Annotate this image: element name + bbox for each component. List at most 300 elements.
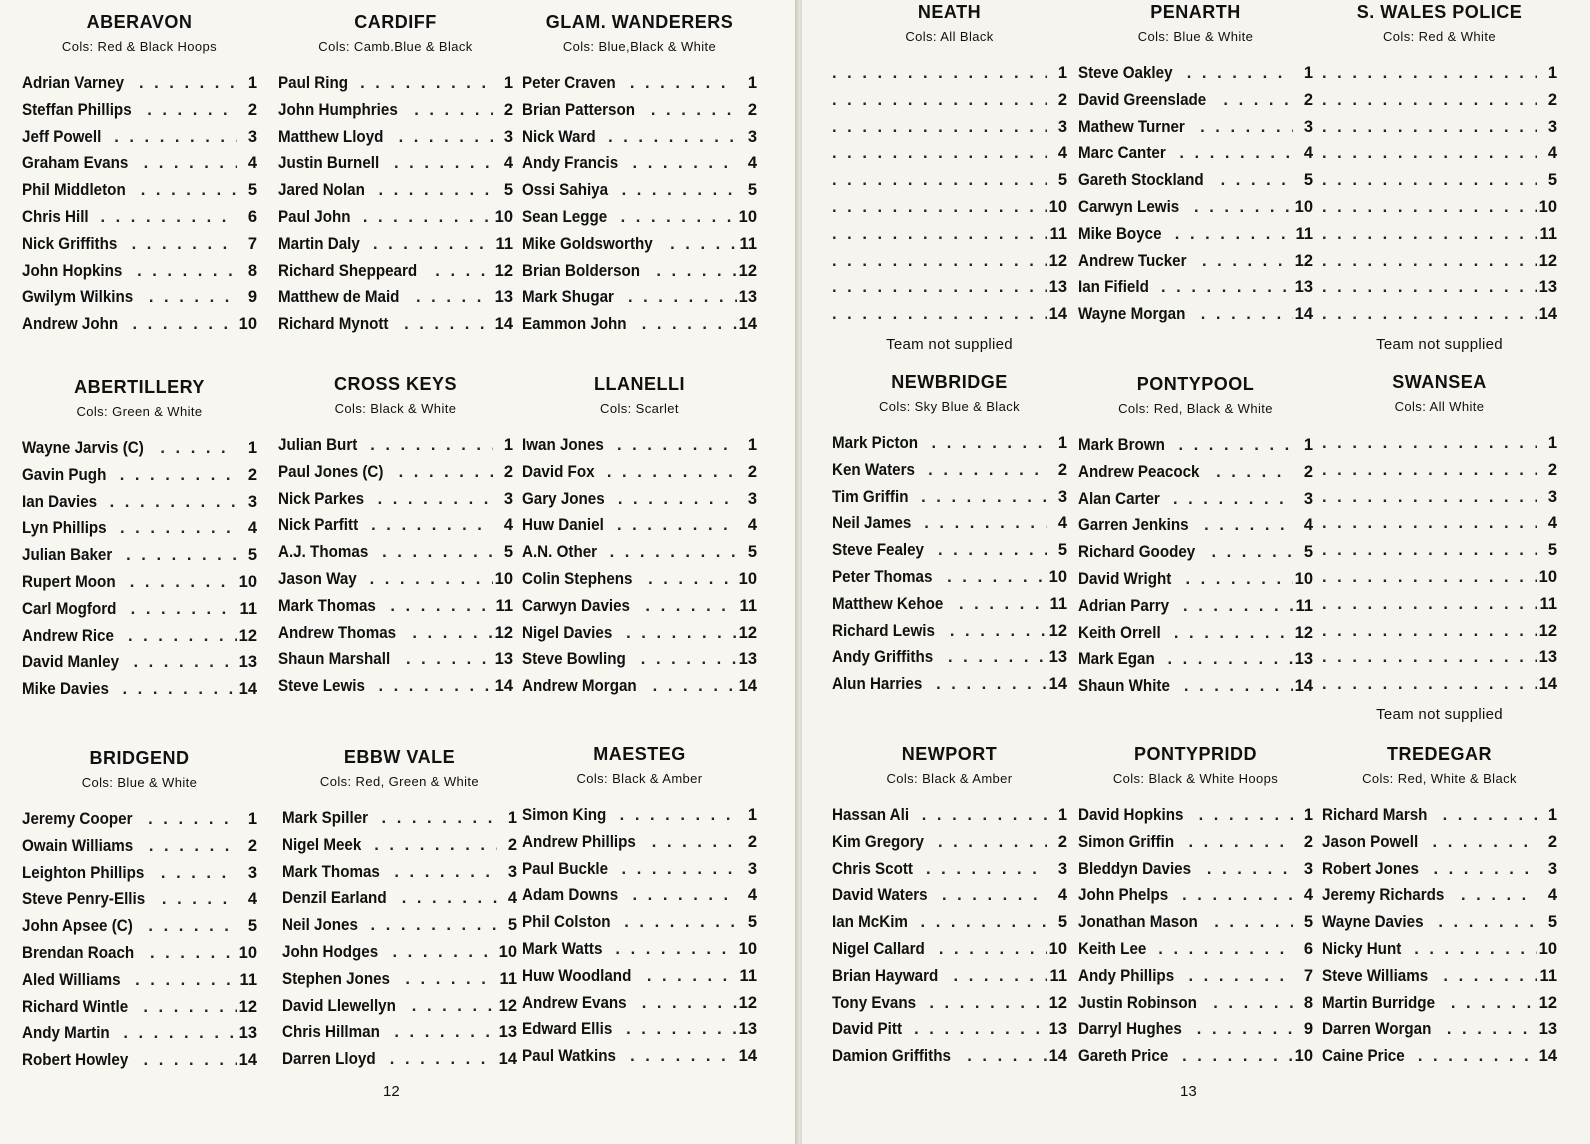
player-row [1078, 64, 1313, 91]
shirt-number: 4 [503, 154, 513, 173]
player-row [278, 154, 513, 181]
shirt-number: 3 [747, 489, 757, 508]
player-name: Keith Orrell [1078, 623, 1161, 642]
player-row [522, 677, 757, 704]
shirt-number: 12 [238, 997, 257, 1016]
player-row [1322, 488, 1557, 515]
team-colours: Cols: Sky Blue & Black [878, 399, 1020, 414]
team-block [832, 0, 1067, 353]
shirt-number: 5 [1303, 913, 1313, 932]
player-name: Graham Evans [22, 154, 129, 173]
dot-leader [1322, 278, 1537, 297]
dot-leader [607, 463, 737, 482]
player-row [832, 488, 1067, 515]
player-row [1078, 91, 1313, 118]
dot-leader [1179, 144, 1293, 163]
dot-leader [645, 597, 737, 616]
dot-leader [1433, 833, 1537, 852]
player-name: Mike Goldsworthy [522, 234, 653, 253]
dot-leader [130, 573, 237, 592]
player-row [1078, 543, 1313, 570]
shirt-number: 10 [1294, 569, 1313, 588]
player-name: Carwyn Davies [522, 596, 631, 615]
player-name: Keith Lee [1078, 939, 1147, 958]
dot-leader [928, 461, 1047, 480]
team-note: Team not supplied [1376, 335, 1503, 353]
team-colours: Cols: Blue & White [81, 775, 198, 790]
dot-leader [126, 546, 237, 565]
shirt-number: 1 [1547, 64, 1557, 82]
player-name: Gareth Price [1078, 1047, 1169, 1066]
player-row [522, 806, 757, 833]
dot-leader [832, 198, 1047, 217]
dot-leader [1161, 278, 1293, 297]
player-name: Shaun White [1078, 677, 1170, 696]
player-name: Tim Griffin [832, 487, 909, 506]
player-name: Steve Penry-Ellis [22, 890, 146, 909]
player-name: Nick Ward [522, 127, 596, 146]
player-name: Steve Bowling [522, 650, 626, 669]
dot-leader [648, 570, 737, 589]
player-list [282, 809, 517, 1077]
shirt-number: 2 [1303, 462, 1313, 481]
shirt-number: 14 [1048, 305, 1067, 324]
team-name: PENARTH [1150, 2, 1241, 22]
dot-leader [143, 998, 236, 1017]
dot-leader [150, 944, 237, 963]
player-row [1322, 1020, 1557, 1047]
player-name: Andrew Rice [22, 626, 114, 645]
player-row [278, 208, 513, 235]
dot-leader [405, 970, 497, 989]
player-name: Andrew Morgan [522, 677, 637, 696]
player-name: Caine Price [1322, 1047, 1405, 1066]
shirt-number: 14 [1538, 675, 1557, 694]
team-name: CROSS KEYS [333, 374, 458, 394]
player-name: A.J. Thomas [278, 543, 369, 562]
player-name: Paul John [278, 207, 351, 226]
player-name: Colin Stephens [522, 569, 633, 588]
dot-leader [1189, 967, 1293, 986]
shirt-number: 13 [1294, 278, 1313, 297]
shirt-number: 14 [738, 1047, 757, 1066]
player-row [1078, 171, 1313, 198]
dot-leader [390, 597, 493, 616]
dot-leader [950, 622, 1047, 641]
player-row [282, 916, 517, 943]
player-row [278, 288, 513, 315]
team-name: SWANSEA [1392, 372, 1487, 392]
shirt-number: 11 [495, 596, 513, 615]
shirt-number: 1 [247, 810, 257, 828]
shirt-number: 5 [1547, 171, 1557, 190]
shirt-number: 10 [1048, 567, 1067, 586]
dot-leader [967, 1047, 1046, 1066]
player-row [22, 810, 257, 837]
player-row [282, 997, 517, 1024]
player-row [1078, 278, 1313, 305]
shirt-number: 11 [1049, 594, 1067, 613]
dot-leader [647, 967, 737, 986]
shirt-number: 12 [1538, 251, 1557, 270]
shirt-number: 4 [247, 890, 257, 909]
player-row [22, 837, 257, 864]
player-list [22, 439, 257, 707]
dot-leader [1213, 994, 1293, 1013]
shirt-number: 2 [1057, 460, 1067, 479]
player-name: Chris Hill [22, 207, 89, 226]
player-row [22, 600, 257, 627]
dot-leader [393, 943, 497, 962]
player-name: Andrew Phillips [522, 832, 636, 851]
dot-leader [921, 913, 1047, 932]
shirt-number: 4 [503, 516, 513, 535]
team-colours: Cols: Red & Black Hoops [61, 39, 218, 54]
player-name: Matthew Lloyd [278, 127, 384, 146]
player-row [1078, 225, 1313, 252]
player-row [278, 677, 513, 704]
shirt-number: 14 [494, 677, 513, 696]
player-name: Phil Colston [522, 913, 611, 932]
team-name: CARDIFF [354, 12, 437, 32]
dot-leader [1322, 118, 1537, 137]
dot-leader [620, 806, 737, 825]
player-name: Nick Parfitt [278, 516, 359, 535]
player-name: David Greenslade [1078, 90, 1207, 109]
shirt-number: 4 [247, 154, 257, 173]
book-spine [795, 0, 802, 1144]
dot-leader [622, 860, 737, 879]
dot-leader [120, 466, 237, 485]
team-note: Team not supplied [886, 335, 1013, 353]
player-name: Alun Harries [832, 675, 923, 694]
team-name: MAESTEG [593, 744, 686, 764]
dot-leader [1322, 91, 1537, 110]
player-name: Phil Middleton [22, 181, 126, 200]
shirt-number: 10 [238, 315, 257, 334]
player-name: Marc Canter [1078, 144, 1166, 163]
shirt-number: 2 [247, 465, 257, 484]
dot-leader [924, 514, 1047, 533]
shirt-number: 3 [1057, 487, 1067, 506]
dot-leader [1185, 570, 1292, 589]
shirt-number: 13 [1538, 1020, 1557, 1039]
player-name: Aled Williams [22, 970, 121, 989]
player-list [1322, 434, 1557, 702]
player-row [22, 1024, 257, 1051]
shirt-number: 3 [1057, 859, 1067, 878]
team-block [1322, 0, 1557, 353]
player-row [278, 315, 513, 342]
player-row [832, 940, 1067, 967]
shirt-number: 11 [1539, 966, 1557, 985]
team-block [282, 745, 517, 1077]
player-row [278, 650, 513, 677]
shirt-number: 13 [494, 650, 513, 669]
shirt-number: 3 [1547, 859, 1557, 878]
player-row [522, 967, 757, 994]
player-name: Andy Griffiths [832, 648, 934, 667]
shirt-number: 4 [747, 154, 757, 173]
player-row [832, 171, 1067, 198]
dot-leader [378, 490, 493, 509]
shirt-number: 4 [1303, 886, 1313, 905]
player-name: Steve Fealey [832, 541, 924, 560]
dot-leader [626, 624, 737, 643]
player-name: Darryl Hughes [1078, 1020, 1182, 1039]
dot-leader [128, 627, 237, 646]
shirt-number: 2 [503, 462, 513, 481]
player-row [832, 305, 1067, 332]
shirt-number: 10 [498, 942, 517, 961]
player-name: Andrew John [22, 315, 119, 334]
dot-leader [617, 436, 737, 455]
player-row [1322, 806, 1557, 833]
dot-leader [832, 171, 1047, 190]
player-name: John Hodges [282, 942, 379, 961]
shirt-number: 14 [1538, 1047, 1557, 1066]
player-name: David Hopkins [1078, 806, 1184, 824]
shirt-number: 13 [738, 650, 757, 669]
player-row [1322, 434, 1557, 461]
player-name: Mark Egan [1078, 650, 1155, 669]
player-name: David Pitt [832, 1020, 903, 1039]
dot-leader [123, 1024, 236, 1043]
dot-leader [1322, 64, 1537, 83]
player-row [278, 181, 513, 208]
player-row [22, 101, 257, 128]
player-name: Paul Buckle [522, 859, 609, 878]
player-row [522, 913, 757, 940]
dot-leader [1216, 463, 1293, 482]
dot-leader [1322, 488, 1537, 507]
shirt-number: 3 [747, 859, 757, 878]
dot-leader [947, 568, 1047, 587]
shirt-number: 5 [247, 181, 257, 200]
dot-leader [133, 315, 237, 334]
player-row [1322, 305, 1557, 332]
shirt-number: 10 [1048, 939, 1067, 958]
player-row [832, 675, 1067, 702]
dot-leader [622, 181, 737, 200]
player-row [1078, 806, 1313, 833]
team-name: PONTYPRIDD [1133, 744, 1257, 764]
player-row [1078, 833, 1313, 860]
player-name: Gwilym Wilkins [22, 288, 134, 307]
player-row [1322, 886, 1557, 913]
shirt-number: 5 [247, 546, 257, 565]
player-name: Denzil Earland [282, 889, 387, 908]
dot-leader [1200, 118, 1293, 137]
dot-leader [114, 128, 237, 147]
dot-leader [1207, 860, 1293, 879]
dot-leader [137, 262, 237, 281]
team-name: LLANELLI [594, 374, 685, 394]
team-block [522, 372, 757, 704]
shirt-number: 4 [1057, 144, 1067, 163]
player-row [1322, 833, 1557, 860]
shirt-number: 14 [498, 1050, 517, 1069]
shirt-number: 5 [747, 543, 757, 562]
player-name: Stephen Jones [282, 969, 390, 988]
player-row [832, 198, 1067, 225]
dot-leader [412, 997, 497, 1016]
shirt-number: 10 [1538, 939, 1557, 958]
player-row [522, 101, 757, 128]
player-name: Ian Davies [22, 492, 98, 511]
dot-leader [402, 889, 497, 908]
shirt-number: 4 [747, 516, 757, 535]
dot-leader [932, 434, 1047, 453]
player-list [1322, 806, 1557, 1074]
dot-leader [642, 994, 737, 1013]
player-row [522, 154, 757, 181]
player-row [522, 436, 757, 463]
player-row [522, 463, 757, 490]
dot-leader [416, 288, 493, 307]
shirt-number: 5 [1303, 543, 1313, 562]
player-row [282, 863, 517, 890]
dot-leader [617, 516, 737, 535]
shirt-number: 12 [238, 626, 257, 645]
player-row [832, 541, 1067, 568]
shirt-number: 5 [507, 916, 517, 935]
player-row [1078, 624, 1313, 651]
player-name: Neil James [832, 514, 912, 533]
player-row [22, 315, 257, 342]
dot-leader [1184, 677, 1293, 696]
player-row [278, 570, 513, 597]
shirt-number: 1 [1057, 64, 1067, 82]
dot-leader [832, 118, 1047, 137]
player-row [1078, 490, 1313, 517]
dot-leader [139, 74, 237, 93]
team-block [1078, 372, 1313, 704]
player-name: Nick Parkes [278, 489, 365, 508]
dot-leader [100, 208, 237, 227]
dot-leader [633, 886, 737, 905]
dot-leader [1322, 198, 1537, 217]
shirt-number: 4 [1057, 514, 1067, 533]
dot-leader [948, 648, 1047, 667]
player-row [22, 235, 257, 262]
dot-leader [1322, 514, 1537, 533]
team-block [1078, 0, 1313, 332]
shirt-number: 1 [1547, 434, 1557, 452]
player-row [832, 434, 1067, 461]
team-colours: Cols: Camb.Blue & Black [318, 39, 473, 54]
shirt-number: 4 [1057, 886, 1067, 905]
player-name: Richard Marsh [1322, 806, 1428, 824]
player-row [522, 262, 757, 289]
dot-leader [1173, 490, 1293, 509]
player-row [1322, 91, 1557, 118]
shirt-number: 11 [1295, 224, 1313, 243]
player-name: Justin Robinson [1078, 993, 1197, 1012]
team-name: NEATH [917, 2, 982, 22]
player-name: Mark Watts [522, 939, 603, 958]
player-row [832, 144, 1067, 171]
player-row [282, 970, 517, 997]
dot-leader [651, 101, 737, 120]
shirt-number: 2 [247, 100, 257, 119]
player-list [1078, 806, 1313, 1074]
shirt-number: 4 [507, 889, 517, 908]
player-name: Owain Williams [22, 836, 134, 855]
shirt-number: 5 [247, 917, 257, 936]
dot-leader [1197, 1020, 1293, 1039]
player-name: Richard Sheppeard [278, 261, 418, 280]
player-row [278, 235, 513, 262]
dot-leader [832, 278, 1047, 297]
shirt-number: 10 [738, 939, 757, 958]
team-colours: Cols: Blue & White [1137, 29, 1254, 44]
player-row [522, 516, 757, 543]
shirt-number: 4 [1303, 144, 1313, 163]
player-row [522, 1020, 757, 1047]
player-row [22, 864, 257, 891]
player-row [1322, 118, 1557, 145]
player-row [282, 889, 517, 916]
shirt-number: 13 [1048, 648, 1067, 667]
player-row [22, 208, 257, 235]
player-row [1078, 597, 1313, 624]
dot-leader [1322, 675, 1537, 694]
player-name: Jonathan Mason [1078, 913, 1198, 932]
shirt-number: 13 [1048, 278, 1067, 297]
shirt-number: 8 [1303, 993, 1313, 1012]
player-name: Robert Howley [22, 1051, 129, 1070]
player-name: Huw Woodland [522, 966, 632, 985]
dot-leader [382, 543, 493, 562]
team-colours: Cols: Red & White [1382, 29, 1496, 44]
player-list [1322, 64, 1557, 332]
dot-leader [621, 208, 737, 227]
team-colours: Cols: Black & White [334, 401, 457, 416]
dot-leader [914, 1020, 1047, 1039]
player-name: David Llewellyn [282, 996, 396, 1015]
player-row [278, 624, 513, 651]
shirt-number: 4 [1303, 516, 1313, 535]
dot-leader [633, 154, 737, 173]
shirt-number: 12 [494, 623, 513, 642]
dot-leader [360, 74, 493, 93]
shirt-number: 14 [1294, 677, 1313, 696]
shirt-number: 2 [1547, 90, 1557, 109]
dot-leader [1443, 806, 1537, 825]
team-block [278, 372, 513, 704]
dot-leader [390, 1050, 497, 1069]
player-row [1078, 305, 1313, 332]
player-row [282, 1050, 517, 1077]
dot-leader [1461, 886, 1537, 905]
dot-leader [1451, 994, 1537, 1013]
shirt-number: 14 [738, 315, 757, 334]
shirt-number: 11 [739, 234, 757, 253]
player-row [522, 624, 757, 651]
player-name: Steve Lewis [278, 677, 365, 696]
player-row [1322, 994, 1557, 1021]
dot-leader [652, 833, 737, 852]
player-row [22, 519, 257, 546]
player-row [278, 597, 513, 624]
dot-leader [642, 315, 737, 334]
player-row [1322, 568, 1557, 595]
shirt-number: 2 [1057, 90, 1067, 109]
shirt-number: 1 [1303, 64, 1313, 82]
dot-leader [1322, 461, 1537, 480]
team-block [832, 370, 1067, 702]
